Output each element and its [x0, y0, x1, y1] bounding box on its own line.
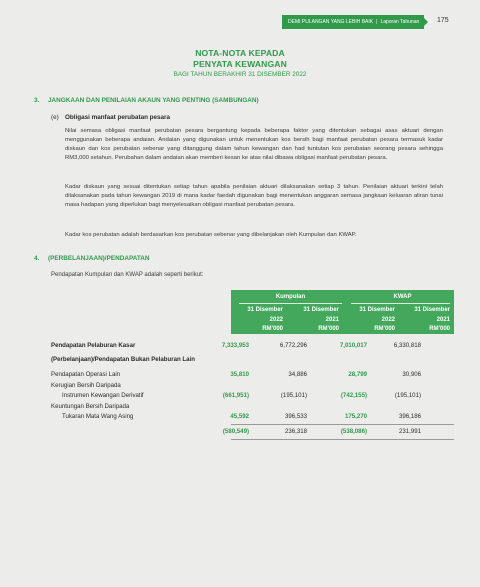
group-divider: [239, 303, 342, 304]
row-label: Pendapatan Operasi Lain: [51, 371, 121, 378]
subsection-e-heading: [51, 114, 170, 121]
cell-kwap-2021: 231,991: [398, 428, 421, 435]
section-3-heading: [34, 97, 259, 104]
cell-kumpulan-2022: 7,333,953: [221, 342, 249, 349]
table-row: [51, 392, 454, 401]
header-tagline: DEMI PULANGAN YANG LEBIH BAIK: [288, 19, 374, 25]
column-header: 31 Disember 2021 RM'000: [414, 307, 450, 332]
cell-kumpulan-2021: (195,101): [280, 392, 307, 399]
group-header-kwap: KWAP: [393, 294, 412, 300]
cell-kwap-2022: 175,270: [344, 413, 367, 420]
title-line-2: PENYATA KEWANGAN: [193, 59, 287, 69]
header-report-title: Laporan Tahunan 2022: [380, 19, 432, 25]
page-header: [0, 15, 480, 29]
cell-kwap-2022: (538,086): [340, 428, 367, 435]
row-label: Kerugian Bersih Daripada: [51, 382, 121, 389]
cell-kumpulan-2021: 6,772,296: [279, 342, 307, 349]
cell-kumpulan-2022: 35,810: [230, 371, 249, 378]
cell-kumpulan-2022: 45,592: [230, 413, 249, 420]
group-header-kumpulan: Kumpulan: [275, 294, 306, 300]
cell-kwap-2022: 7,010,017: [339, 342, 367, 349]
section-title: JANGKAAN DAN PENILAIAN AKAUN YANG PENTING (SAMBUNGAN): [48, 97, 259, 104]
column-header: 31 Disember 2022 RM'000: [247, 307, 283, 332]
cell-kwap-2021: 30,906: [402, 371, 421, 378]
section-number: 4.: [34, 255, 40, 262]
cell-kwap-2021: (195,101): [394, 392, 421, 399]
table-row: [51, 342, 454, 351]
column-header: 31 Disember 2022 RM'000: [359, 307, 395, 332]
section-4-intro: Pendapatan Kumpulan dan KWAP adalah seperti berikut:: [51, 272, 204, 278]
table-row: [51, 371, 454, 380]
section-4-heading: [34, 255, 150, 262]
row-label: (Perbelanjaan)/Pendapatan Bukan Pelaburan Lain: [51, 356, 195, 363]
row-label: Instrumen Kewangan Derivatif: [62, 392, 144, 399]
paragraph-3: Kadar kos perubatan adalah berdasarkan kos perubatan sebenar yang dibelanjakan oleh Kumpulan dan KWAP.: [65, 232, 357, 238]
row-label: Tukaran Mata Wang Asing: [62, 413, 134, 420]
cell-kwap-2022: 28,799: [348, 371, 367, 378]
page-number: 175: [437, 17, 449, 24]
paragraph-2: Kadar diskaun yang sesuai ditentukan setiap tahun apabila penilaian aktuari dilaksanakan setiap 3 tahun. Penilaian aktuari terkini telah dilaksanakan pada tahun kewangan 2019 di mana kadar faedah digunakan bagi menentukan anggaran semasa jangkaan keluaran aliran tunai masa hadapan yang diperlukan bagi menyelesaikan obligasi manfaat perubatan pesara.: [65, 184, 443, 208]
subsection-title: Obligasi manfaat perubatan pesara: [65, 114, 170, 121]
cell-kumpulan-2021: 34,886: [288, 371, 307, 378]
cell-kwap-2021: 396,186: [398, 413, 421, 420]
section-title: (PERBELANJAAN)/PENDAPATAN: [48, 255, 150, 262]
section-number: 3.: [34, 97, 40, 104]
cell-kumpulan-2022: (661,951): [222, 392, 249, 399]
subtotal-rule: [231, 424, 454, 425]
page-title: [0, 48, 480, 80]
subsection-label: (e): [51, 114, 59, 121]
total-rule: [231, 439, 454, 440]
row-label: Pendapatan Pelaburan Kasar: [51, 342, 136, 349]
table-header: [231, 290, 454, 334]
table-row: [51, 356, 454, 365]
cell-kwap-2021: 6,330,818: [393, 342, 421, 349]
table-row-subtotal: [51, 428, 454, 437]
table-row: [51, 413, 454, 422]
table-row: [51, 382, 454, 391]
group-divider: [351, 303, 450, 304]
paragraph-1: Nilai semasa obligasi manfaat perubatan pesara bergantung kepada beberapa faktor yang ditentukan sebagai asas aktuari dengan menggunakan beberapa andaian. Andaian yang digunakan untuk menentukan kos bersih bagi manfaat perubatan pesara termasuk kadar diskaun dan kos perubatan sebenar yang ditanggung dalam tahun kewangan dan had tuntutan kos perubatan seorang pesara sehingga RM3,000 setahun. Perubahan dalam andaian akan memberi kesan ke atas nilai dibawa obligasi manfaat perubatan pesara.: [65, 128, 443, 161]
cell-kumpulan-2021: 396,533: [284, 413, 307, 420]
table-row: [51, 403, 454, 412]
cell-kumpulan-2022: (580,549): [222, 428, 249, 435]
row-label: Keuntungan Bersih Daripada: [51, 403, 130, 410]
chevron-right-icon: [421, 15, 428, 29]
column-header: 31 Disember 2021 RM'000: [303, 307, 339, 332]
cell-kwap-2022: (742,155): [340, 392, 367, 399]
cell-kumpulan-2021: 236,318: [284, 428, 307, 435]
title-line-1: NOTA-NOTA KEPADA: [195, 48, 285, 58]
header-band: DEMI PULANGAN YANG LEBIH BAIK | Laporan Tahunan 2022: [282, 15, 424, 29]
title-subtitle: BAGI TAHUN BERAKHIR 31 DISEMBER 2022: [173, 71, 307, 78]
